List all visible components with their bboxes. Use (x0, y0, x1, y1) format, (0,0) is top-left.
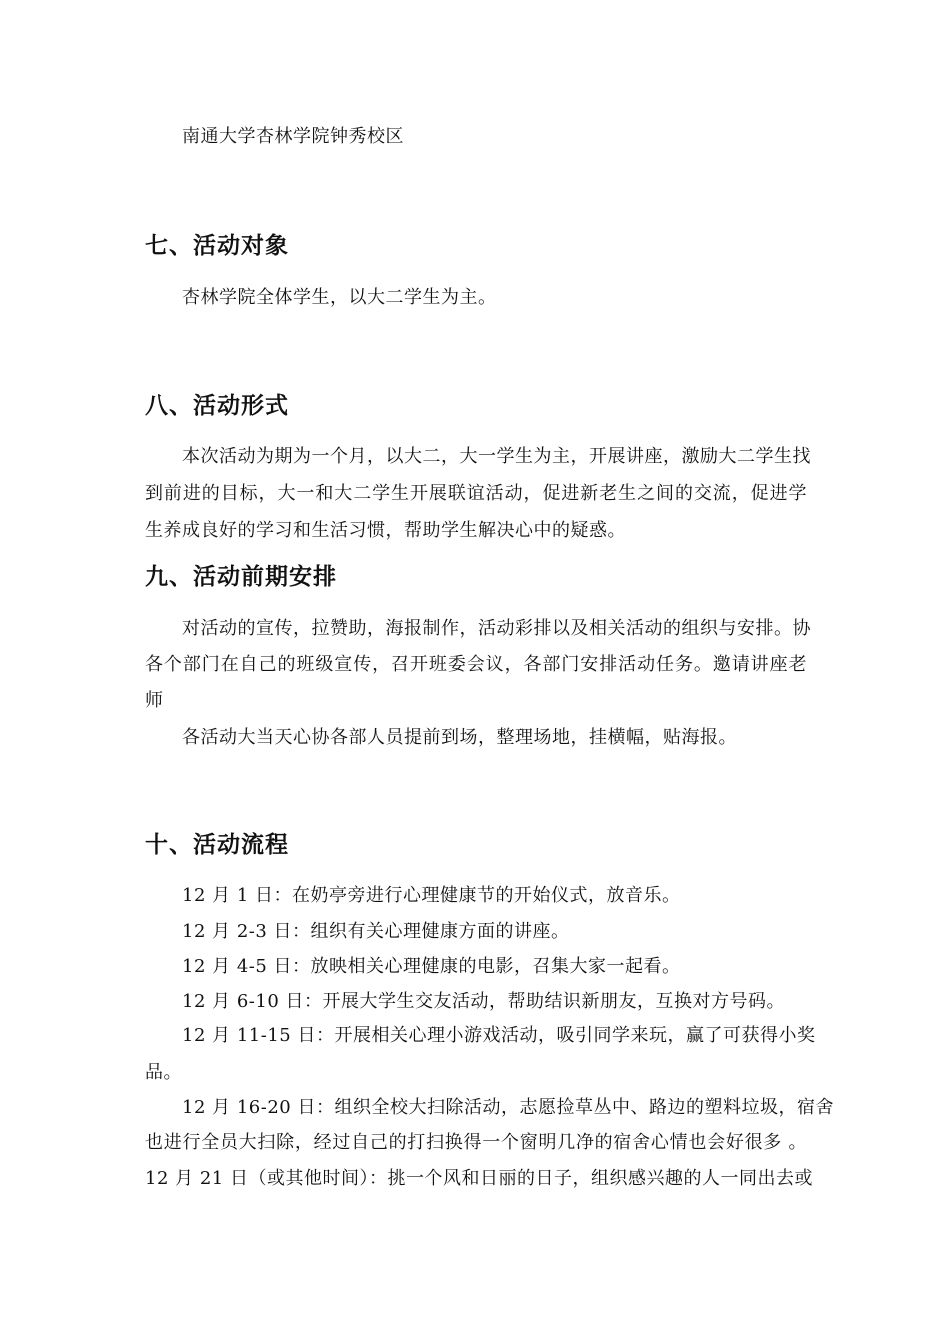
section-8-line: 本次活动为期为一个月，以大二，大一学生为主，开展讲座，激励大二学生找 (182, 446, 811, 467)
section-9-line: 各个部门在自己的班级宣传，召开班委会议，各部门安排活动任务。邀请讲座老 (145, 654, 807, 675)
section-9-line: 对活动的宣传，拉赞助，海报制作，活动彩排以及相关活动的组织与安排。协 (182, 618, 811, 639)
schedule-line: 12 月 2-3 日：组织有关心理健康方面的讲座。 (182, 921, 570, 942)
schedule-line: 12 月 6-10 日：开展大学生交友活动，帮助结识新朋友，互换对方号码。 (182, 991, 786, 1012)
location-text: 南通大学杏林学院钟秀校区 (182, 126, 404, 147)
schedule-line: 12 月 21 日（或其他时间）：挑一个风和日丽的日子，组织感兴趣的人一同出去或 (145, 1168, 813, 1189)
section-8-heading: 八、活动形式 (145, 393, 289, 419)
section-9-line: 各活动大当天心协各部人员提前到场，整理场地，挂横幅，贴海报。 (182, 727, 737, 748)
section-9-line: 师 (145, 690, 164, 711)
schedule-line: 也进行全员大扫除，经过自己的打扫换得一个窗明几净的宿舍心情也会好很多 。 (145, 1132, 807, 1153)
section-7-line: 杏林学院全体学生，以大二学生为主。 (182, 287, 497, 308)
schedule-line: 12 月 16-20 日：组织全校大扫除活动，志愿捡草丛中、路边的塑料垃圾，宿舍 (182, 1097, 834, 1118)
schedule-line: 12 月 1 日：在奶亭旁进行心理健康节的开始仪式，放音乐。 (182, 885, 681, 906)
section-8-line: 到前进的目标，大一和大二学生开展联谊活动，促进新老生之间的交流，促进学 (145, 483, 807, 504)
section-9-heading: 九、活动前期安排 (145, 564, 337, 590)
section-7-heading: 七、活动对象 (145, 233, 289, 259)
schedule-line: 品。 (145, 1062, 182, 1083)
schedule-line: 12 月 4-5 日：放映相关心理健康的电影，召集大家一起看。 (182, 956, 681, 977)
schedule-line: 12 月 11-15 日：开展相关心理小游戏活动，吸引同学来玩，赢了可获得小奖 (182, 1025, 816, 1046)
section-8-line: 生养成良好的学习和生活习惯，帮助学生解决心中的疑惑。 (145, 520, 626, 541)
section-10-heading: 十、活动流程 (145, 832, 289, 858)
